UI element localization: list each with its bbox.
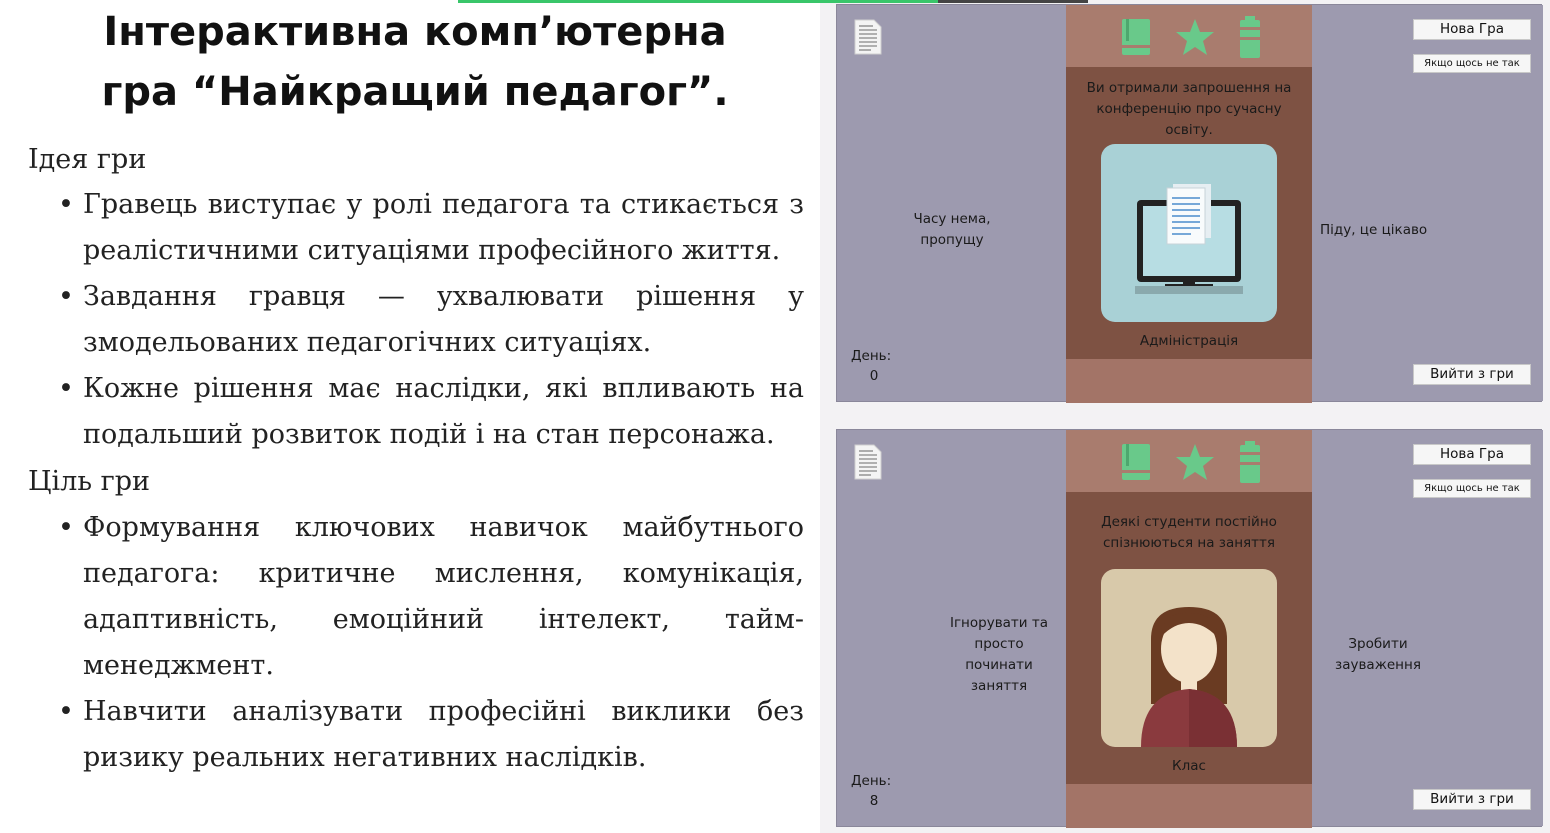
idea-heading: Ідея гри	[28, 144, 147, 175]
character-picture[interactable]	[1101, 144, 1277, 322]
document-icon[interactable]	[853, 19, 883, 55]
situation-text: Деякі студенти постійно спізнюються на заняття	[1101, 514, 1277, 551]
idea-bullet: • Кожне рішення має наслідки, які впливають на подальший розвиток подій і на стан персонажа.	[56, 366, 804, 458]
day-counter: 0	[869, 368, 879, 384]
goal-bullet-list	[56, 505, 804, 781]
day-counter: 8	[869, 793, 879, 809]
idea-bullet: • Завдання гравця — ухвалювати рішення у змодельованих педагогічних ситуаціях.	[56, 274, 804, 366]
slide-title-line-1: Інтерактивна комп’ютерна	[103, 9, 727, 55]
goal-bullet: • Навчити аналізувати професійні виклики без ризику реальних негативних наслідків.	[56, 689, 804, 781]
right-choice-text[interactable]: Зробити зауваження	[1335, 636, 1421, 673]
situation-center	[1066, 430, 1312, 826]
new-game-button[interactable]: Нова Гра	[1413, 444, 1531, 465]
idea-bullet-list	[56, 182, 804, 458]
battery-stat-icon	[1239, 440, 1261, 484]
new-game-button[interactable]: Нова Гра	[1413, 19, 1531, 40]
goal-heading: Ціль гри	[28, 466, 151, 497]
document-icon[interactable]	[853, 444, 883, 480]
student-avatar-icon	[1101, 569, 1277, 747]
book-stat-icon	[1120, 17, 1152, 57]
computer-document-icon	[1101, 144, 1277, 322]
situation-card	[1066, 67, 1312, 359]
stats-bar	[1066, 430, 1312, 492]
goal-bullet: • Формування ключових навичок майбутнього педагога: критичне мислення, комунікація, адаптивність, емоційний інтелект, тайм-менеджмент.	[56, 505, 804, 689]
video-progress-remaining	[938, 0, 1088, 3]
situation-center	[1066, 5, 1312, 401]
exit-game-button[interactable]: Вийти з гри	[1413, 789, 1531, 810]
right-choice-text[interactable]: Піду, це цікаво	[1320, 222, 1428, 238]
situation-text: Ви отримали запрошення на конференцію про сучасну освіту.	[1086, 80, 1292, 138]
battery-stat-icon	[1239, 15, 1261, 59]
stats-bar	[1066, 5, 1312, 67]
situation-card	[1066, 492, 1312, 784]
left-choice-panel[interactable]	[837, 430, 1066, 826]
character-name: Клас	[1172, 758, 1206, 774]
center-footer	[1066, 359, 1312, 403]
idea-bullet: • Гравець виступає у ролі педагога та стикається з реалістичними ситуаціями професійного життя.	[56, 182, 804, 274]
day-label: День:	[851, 773, 892, 789]
right-choice-panel[interactable]	[1312, 430, 1543, 826]
book-stat-icon	[1120, 442, 1152, 482]
slide-title	[40, 2, 790, 122]
game-screen-2	[836, 429, 1542, 827]
center-footer	[1066, 784, 1312, 828]
left-choice-panel[interactable]	[837, 5, 1066, 401]
star-stat-icon	[1175, 442, 1215, 482]
character-picture[interactable]	[1101, 569, 1277, 747]
slide-title-line-2: гра “Найкращий педагог”.	[101, 69, 729, 115]
right-choice-panel[interactable]	[1312, 5, 1543, 401]
left-choice-text[interactable]: Ігнорувати та просто починати заняття	[949, 615, 1048, 694]
character-name: Адміністрація	[1139, 333, 1239, 349]
report-problem-button[interactable]: Якщо щось не так	[1413, 54, 1531, 73]
day-label: День:	[851, 348, 892, 364]
game-screen-1	[836, 4, 1542, 402]
exit-game-button[interactable]: Вийти з гри	[1413, 364, 1531, 385]
video-progress-bar[interactable]	[458, 0, 938, 3]
star-stat-icon	[1175, 17, 1215, 57]
report-problem-button[interactable]: Якщо щось не так	[1413, 479, 1531, 498]
left-choice-text[interactable]: Часу нема, пропущу	[913, 211, 991, 248]
